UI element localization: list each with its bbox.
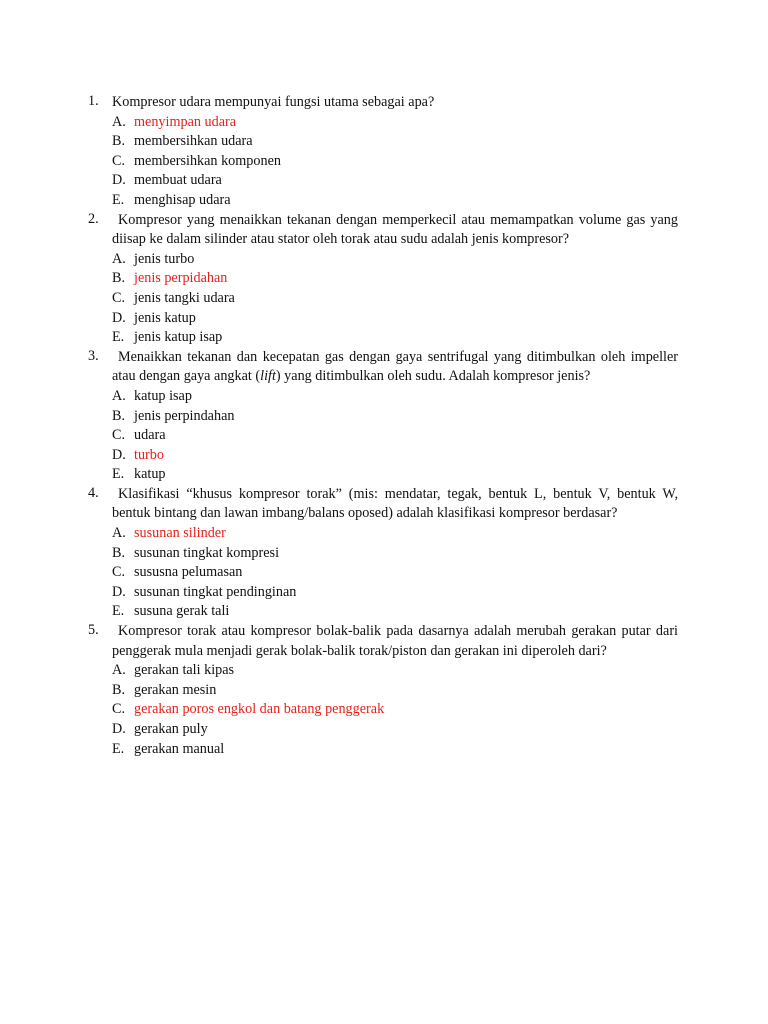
option-a [112,661,678,681]
option-e [112,465,678,485]
option-e [112,328,678,348]
option-text-correct: menyimpan udara [134,113,237,130]
option-text-correct: susunan silinder [134,525,226,542]
question-text-part: Menaikkan tekanan dan kecepatan gas dengan gaya sentrifugal yang ditimbulkan oleh impeller atau dengan gaya angkat ( [112,348,678,385]
option-text: membersihkan komponen [134,152,281,169]
option-text-correct: gerakan poros engkol dan batang penggerak [134,701,385,718]
option-letter: B. [112,407,126,424]
option-text: jenis turbo [134,250,195,267]
option-text: membersihkan udara [134,133,253,150]
option-text: susuna gerak tali [134,603,230,620]
option-c [112,700,678,720]
option-letter: D. [112,172,126,189]
option-letter: C. [112,701,126,718]
option-letter: A. [112,525,126,542]
option-text: jenis tangki udara [134,289,235,306]
option-letter: A. [112,662,126,679]
option-letter: C. [112,289,126,306]
question-1 [88,93,678,211]
option-letter: D. [112,446,126,463]
question-list [88,93,678,759]
option-letter: D. [112,309,126,326]
option-letter: A. [112,387,126,404]
option-letter: C. [112,564,126,581]
option-text: jenis katup isap [134,329,223,346]
question-2 [88,211,678,348]
option-text: katup [134,466,166,483]
option-a [112,387,678,407]
question-text-part: ) yang ditimbulkan oleh sudu. Adalah kompresor jenis? [275,368,591,385]
option-letter: B. [112,681,126,698]
question-number: 4. [88,484,99,501]
option-text: sususna pelumasan [134,564,243,581]
option-d [112,171,678,191]
option-letter: D. [112,583,126,600]
question-text: Kompresor yang menaikkan tekanan dengan memperkecil atau memampatkan volume gas yang diisap ke dalam silinder atau stator oleh torak atau sudu adalah jenis kompresor? [112,211,678,248]
option-d [112,583,678,603]
option-text: susunan tingkat kompresi [134,544,280,561]
option-d [112,309,678,329]
option-list [88,250,678,348]
option-letter: E. [112,329,125,346]
option-list [88,113,678,211]
question-number: 2. [88,210,99,227]
question-number: 5. [88,622,99,639]
question-text: Klasifikasi “khusus kompresor torak” (mis: mendatar, tegak, bentuk L, bentuk V, bentuk W, bentuk bintang dan lawan imbang/balans oposed) adalah klasifikasi kompresor berdasar? [112,485,678,522]
option-text: udara [134,427,166,444]
option-e [112,602,678,622]
option-text: gerakan puly [134,721,208,737]
option-c [112,563,678,583]
option-d [112,446,678,466]
option-letter: B. [112,544,126,561]
option-letter: E. [112,466,125,483]
option-letter: E. [112,740,125,757]
option-d [112,720,678,740]
option-text: gerakan manual [134,740,225,757]
question-5 [88,622,678,759]
option-b [112,544,678,564]
option-b [112,132,678,152]
option-text-correct: turbo [134,446,164,463]
question-text-italic: lift [260,368,276,385]
option-text: katup isap [134,387,192,404]
option-c [112,152,678,172]
option-list [88,387,678,485]
option-text: jenis katup [134,309,196,326]
option-b [112,681,678,701]
option-e [112,191,678,211]
question-number: 1. [88,93,99,109]
option-text-correct: jenis perpidahan [134,270,228,287]
option-letter: A. [112,250,126,267]
option-a [112,113,678,133]
option-text: menghisap udara [134,191,231,208]
question-number: 3. [88,347,99,364]
question-4 [88,485,678,622]
question-3 [88,348,678,485]
option-text: membuat udara [134,172,222,189]
question-text: Kompresor torak atau kompresor bolak-balik pada dasarnya adalah merubah gerakan putar dari penggerak mula menjadi gerak bolak-balik torak/piston dan gerakan ini diperoleh dari? [112,623,678,659]
option-text: jenis perpindahan [134,407,235,424]
option-list [88,661,678,759]
option-b [112,407,678,427]
option-c [112,289,678,309]
option-text: susunan tingkat pendinginan [134,583,297,600]
question-text [112,348,678,387]
option-letter: A. [112,113,126,130]
option-text: gerakan mesin [134,681,217,698]
option-letter: E. [112,603,125,620]
option-e [112,740,678,760]
option-a [112,524,678,544]
option-letter: B. [112,270,126,287]
option-text: gerakan tali kipas [134,662,235,679]
option-a [112,250,678,270]
option-letter: C. [112,427,126,444]
option-letter: B. [112,133,126,150]
option-letter: E. [112,191,125,208]
option-letter: C. [112,152,126,169]
option-list [88,524,678,622]
option-letter: D. [112,721,126,737]
question-text: Kompresor udara mempunyai fungsi utama sebagai apa? [112,94,435,110]
option-c [112,426,678,446]
option-b [112,269,678,289]
